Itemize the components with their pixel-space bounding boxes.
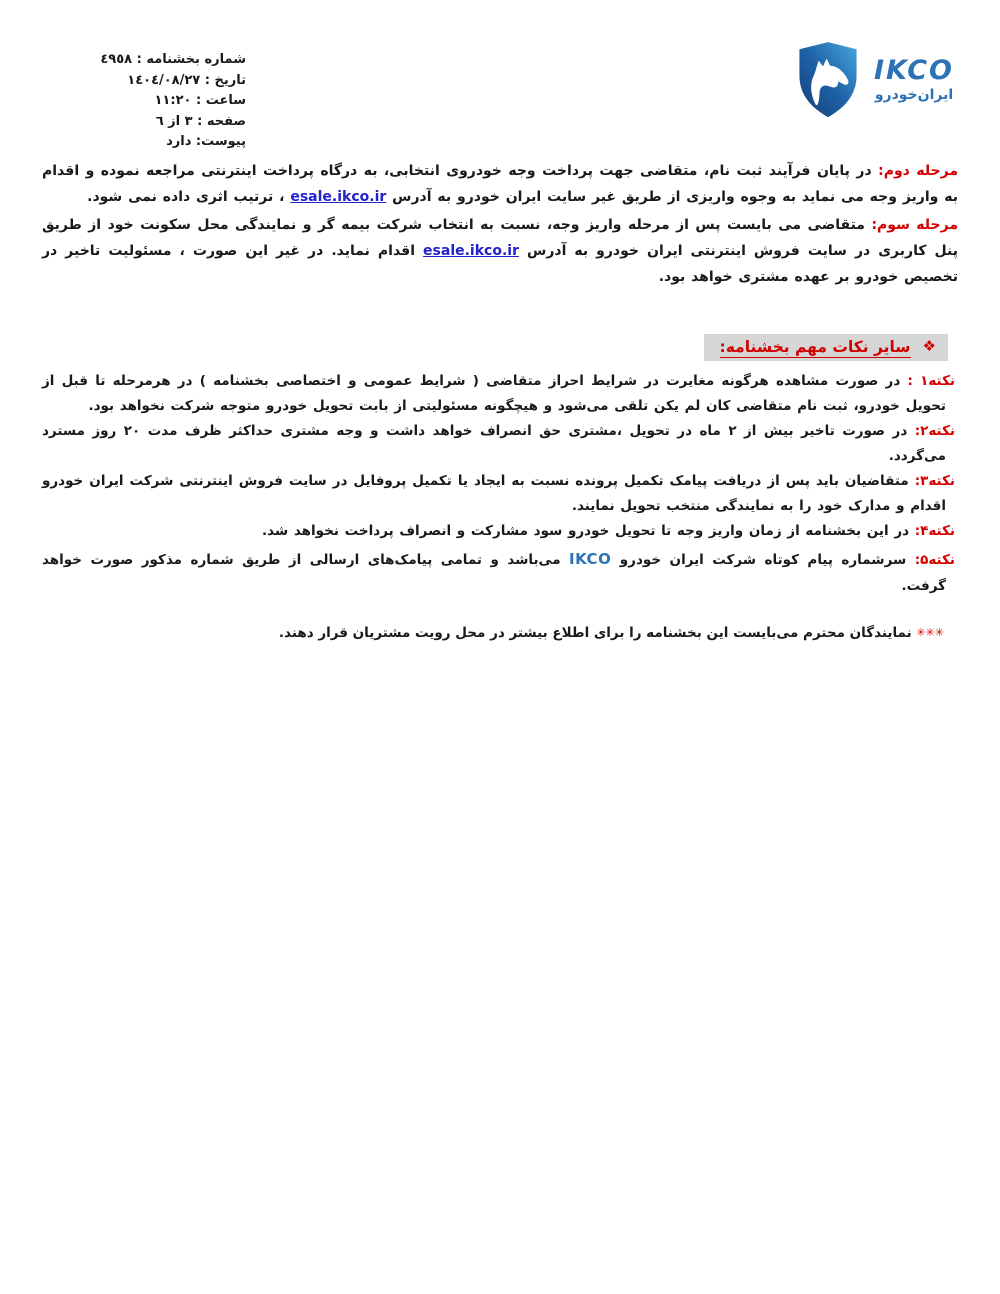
note-2 (42, 419, 955, 469)
paragraph-stage-two (42, 158, 958, 210)
note-1 (42, 369, 955, 419)
stage-three-label: مرحله سوم: (871, 217, 958, 233)
esale-link-2[interactable]: esale.ikco.ir (423, 243, 519, 259)
meta-time: ساعت : ١١:٢٠ (154, 93, 246, 108)
note-4-text: در این بخشنامه از زمان واریز وجه تا تحویل خودرو سود مشارکت و انصراف پرداخت نخواهد شد. (261, 523, 915, 539)
note-4 (42, 519, 955, 544)
meta-date: تاریخ : ١٤٠٤/٠٨/٢٧ (127, 72, 246, 88)
note-5-text-after: می‌باشد و تمامی پیامک‌های ارسالی از طریق شماره مذکور صورت خواهد گرفت. (42, 552, 946, 594)
note-3-text: متقاضیان باید پس از دریافت پیامک تکمیل پرونده نسبت به ایجاد یا تکمیل پروفایل در سایت فروش اینترنتی شرکت ایران خودرو اقدام و مدارک خود را به نمایندگی منتخب تحویل نمایند. (42, 473, 946, 514)
section-heading-row (42, 334, 948, 361)
logo-subtitle: ایران‌خودرو (874, 87, 954, 103)
diamond-bullet-icon: ❖ (922, 337, 936, 355)
document-body (0, 0, 1000, 641)
note-5-brand: IKCO (569, 550, 612, 568)
meta-page-number: صفحه : ٣ از ٦ (155, 113, 246, 129)
triple-asterisk-icon: ✳✳✳ (916, 626, 944, 639)
stage-two-text-after: ، ترتیب اثری داده نمی شود. (87, 189, 291, 205)
stage-three-text-after: اقدام نماید. در غیر این صورت ، مسئولیت تاخیر در تخصیص خودرو بر عهده مشتری خواهد بود. (42, 243, 958, 285)
notes-list (42, 369, 955, 599)
note-4-label: نکته۴: (914, 523, 955, 539)
meta-circular-number: شماره بخشنامه : ٤٩٥٨ (100, 52, 246, 67)
note-5-text-before: سرشماره پیام کوتاه شرکت ایران خودرو (611, 552, 915, 568)
paragraph-stage-three (42, 212, 958, 290)
footer-text: نمایندگان محترم می‌بایست این بخشنامه را برای اطلاع بیشتر در محل رویت مشتریان قرار دهند. (278, 625, 917, 641)
stage-three-text: متقاضی می بایست پس از مرحله واریز وجه، نسبت به انتخاب شرکت بیمه گر و نمایندگی محل سکونت خود از طریق پنل کاربری در سایت فروش اینترنتی ایران خودرو به آدرس (42, 217, 958, 259)
footer-instruction (42, 625, 944, 641)
meta-attachment: پیوست: دارد (166, 134, 246, 149)
logo-wordmark: IKCO (873, 55, 954, 86)
note-3-label: نکته۳: (914, 473, 955, 489)
section-title: سایر نکات مهم بخشنامه: (719, 338, 911, 356)
note-3 (42, 469, 955, 519)
stage-two-label: مرحله دوم: (878, 163, 958, 179)
esale-link-1[interactable]: esale.ikco.ir (290, 189, 387, 205)
stage-two-text: در پایان فرآیند ثبت نام، متقاضی جهت پرداخت وجه خودروی انتخابی، به درگاه پرداخت اینترنتی مراجعه نموده و اقدام به واریز وجه می نماید به وجوه واریزی از طریق غیر سایت ایران خودرو به آدرس (42, 163, 958, 205)
note-1-label: نکته۱ : (907, 373, 955, 389)
note-2-text: در صورت تاخیر بیش از ۲ ماه در تحویل ،مشتری حق انصراف خواهد داشت و وجه مشتری حداکثر ظرف مدت ۲۰ روز مسترد می‌گردد. (42, 423, 946, 464)
note-1-text: در صورت مشاهده هرگونه مغایرت در شرایط احراز متقاضی ( شرایط عمومی و اختصاصی بخشنامه ) در هرمرحله تا قبل از تحویل خودرو، ثبت نام متقاضی کان لم یکن تلقی می‌شود و هیچگونه مسئولیتی از بابت تحویل خودرو متوجه شرکت نخواهد بود. (42, 373, 946, 414)
note-2-label: نکته۲: (914, 423, 955, 439)
note-5-label: نکته۵: (914, 552, 955, 568)
note-5 (42, 544, 955, 599)
section-heading (704, 334, 949, 361)
